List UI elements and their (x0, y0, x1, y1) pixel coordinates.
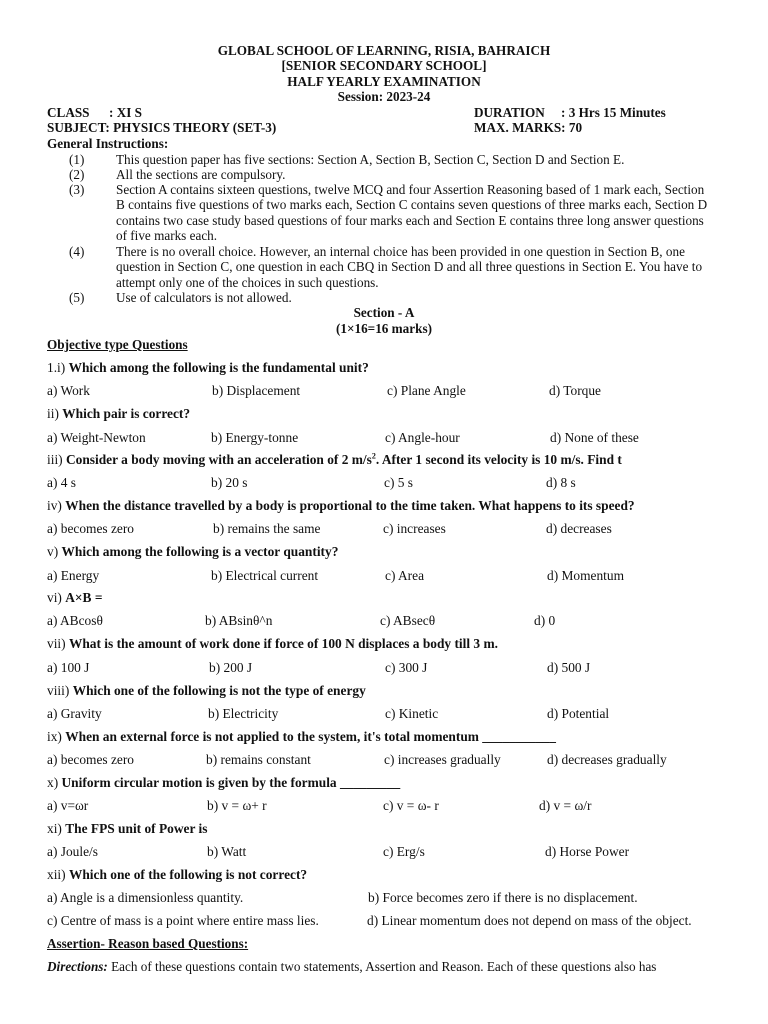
question-text: Which among the following is a vector quantity? (61, 544, 339, 559)
option: d) decreases gradually (547, 752, 667, 767)
instruction-number: (3) (69, 182, 85, 197)
option: a) becomes zero (47, 752, 134, 767)
superscript: 2 (371, 451, 376, 461)
option: c) ABsecθ (380, 613, 436, 628)
question-number: vi) (47, 590, 62, 605)
option: a) Gravity (47, 706, 102, 721)
option: a) Angle is a dimensionless quantity. (47, 890, 244, 905)
option: a) 100 J (47, 660, 90, 675)
subject: SUBJECT: PHYSICS THEORY (SET-3) (47, 120, 277, 135)
option: a) 4 s (47, 475, 77, 490)
instruction-number: (1) (69, 152, 85, 167)
option: b) remains constant (206, 752, 311, 767)
session: Session: 2023-24 (337, 89, 431, 104)
option: b) Displacement (212, 383, 301, 398)
question-text: Consider a body moving with an acceleration of 2 m/s (65, 452, 372, 467)
question (47, 406, 190, 422)
option: c) Angle-hour (385, 430, 460, 445)
instruction-text: This question paper has five sections: Section A, Section B, Section C, Section D and Section E. (116, 152, 625, 167)
duration-value: : 3 Hrs 15 Minutes (561, 105, 666, 120)
question (47, 636, 498, 652)
max-marks: MAX. MARKS: 70 (474, 120, 583, 135)
instruction-text: There is no overall choice. However, an internal choice has been provided in one question in Section B, one question in Section C, one question in each CBQ in Section D and all three questions in Section E. You have to attempt only one of the choices in such questions. (116, 244, 703, 290)
question-text: A×B = (65, 590, 103, 605)
question (47, 775, 400, 791)
section-title: Section - A (353, 305, 415, 320)
option: b) Electricity (208, 706, 279, 721)
option: c) Centre of mass is a point where entire mass lies. (47, 913, 319, 928)
option: c) increases (383, 521, 446, 536)
option: a) Work (47, 383, 90, 398)
option: c) Kinetic (385, 706, 439, 721)
question (47, 360, 369, 376)
question (47, 590, 102, 606)
objective-heading: Objective type Questions (47, 337, 188, 352)
class-value: : XI S (109, 105, 142, 120)
option: b) Watt (207, 844, 247, 859)
question (47, 498, 635, 514)
school-level: [SENIOR SECONDARY SCHOOL] (281, 58, 487, 73)
question-text: Which pair is correct? (62, 406, 191, 421)
option: d) Horse Power (545, 844, 630, 859)
instruction-number: (2) (69, 167, 85, 182)
option: c) Plane Angle (387, 383, 466, 398)
question-number: xi) (47, 821, 62, 836)
option: d) Torque (549, 383, 601, 398)
option: b) Force becomes zero if there is no displacement. (368, 890, 638, 905)
section-marks: (1×16=16 marks) (336, 321, 432, 336)
question-text: Which among the following is the fundamental unit? (68, 360, 369, 375)
option: d) Momentum (547, 568, 624, 583)
instruction-text: Section A contains sixteen questions, twelve MCQ and four Assertion Reasoning based of 1 mark each, Section B contains five questions of two marks each, Section C contains seven questions of three marks each, Section D contains two case study based questions of four marks each and Section E contains three long answer questions of five marks each. (116, 182, 708, 243)
option: c) 300 J (385, 660, 428, 675)
question-number: 1.i) (47, 360, 66, 375)
question-number: ii) (47, 406, 59, 421)
exam-title: HALF YEARLY EXAMINATION (287, 74, 481, 89)
question-number: iii) (47, 452, 63, 467)
question-text: The FPS unit of Power is (65, 821, 208, 836)
class-label: CLASS (47, 105, 90, 120)
question (47, 729, 556, 745)
option: c) 5 s (384, 475, 414, 490)
option: a) v=ωr (47, 798, 89, 813)
option: b) ABsinθ^n (205, 613, 273, 628)
option: a) Energy (47, 568, 100, 583)
option: c) v = ω- r (383, 798, 439, 813)
option: c) Area (385, 568, 425, 583)
assertion-heading: Assertion- Reason based Questions: (47, 936, 249, 951)
option: b) Electrical current (211, 568, 319, 583)
question-text: Uniform circular motion is given by the formula _________ (61, 775, 401, 790)
question-text: When an external force is not applied to the system, it's total momentum ___________ (65, 729, 556, 744)
question (47, 867, 307, 883)
question-text: Which one of the following is not the type of energy (72, 683, 366, 698)
question-number: v) (47, 544, 59, 559)
question (47, 683, 366, 699)
school-name: GLOBAL SCHOOL OF LEARNING, RISIA, BAHRAICH (217, 43, 551, 58)
option: c) increases gradually (384, 752, 501, 767)
question-number: vii) (47, 636, 66, 651)
option: d) Potential (547, 706, 610, 721)
option: d) 0 (534, 613, 556, 628)
option: d) 8 s (546, 475, 576, 490)
instruction-text: All the sections are compulsory. (116, 167, 286, 182)
directions-text: Each of these questions contain two statements, Assertion and Reason. Each of these questions also has (107, 959, 657, 974)
question (47, 821, 207, 837)
directions (47, 959, 656, 975)
question-text: Which one of the following is not correct? (68, 867, 308, 882)
option: a) becomes zero (47, 521, 134, 536)
option: b) 20 s (211, 475, 248, 490)
instruction-number: (5) (69, 290, 85, 305)
question (47, 452, 622, 468)
question-text-continued: . After 1 second its velocity is 10 m/s. Find t (375, 452, 622, 467)
question-number: xii) (47, 867, 66, 882)
option: d) decreases (546, 521, 612, 536)
question-text: What is the amount of work done if force of 100 N displaces a body till 3 m. (68, 636, 498, 651)
question-number: ix) (47, 729, 62, 744)
question (47, 544, 338, 560)
option: d) 500 J (547, 660, 591, 675)
option: b) remains the same (213, 521, 321, 536)
instructions-title: General Instructions: (47, 136, 169, 151)
option: a) Weight-Newton (47, 430, 146, 445)
instruction-number: (4) (69, 244, 85, 259)
option: d) Linear momentum does not depend on mass of the object. (367, 913, 692, 928)
option: d) v = ω/r (539, 798, 592, 813)
question-number: viii) (47, 683, 70, 698)
option: b) Energy-tonne (211, 430, 299, 445)
option: b) 200 J (209, 660, 253, 675)
directions-label: Directions: (47, 959, 108, 974)
option: c) Erg/s (383, 844, 425, 859)
instruction-text: Use of calculators is not allowed. (116, 290, 292, 305)
option: d) None of these (550, 430, 639, 445)
option: a) ABcosθ (47, 613, 103, 628)
question-number: x) (47, 775, 59, 790)
question-number: iv) (47, 498, 62, 513)
question-text: When the distance travelled by a body is proportional to the time taken. What happens to its speed? (65, 498, 635, 513)
option: a) Joule/s (47, 844, 98, 859)
option: b) v = ω+ r (207, 798, 267, 813)
duration-label: DURATION (474, 105, 545, 120)
